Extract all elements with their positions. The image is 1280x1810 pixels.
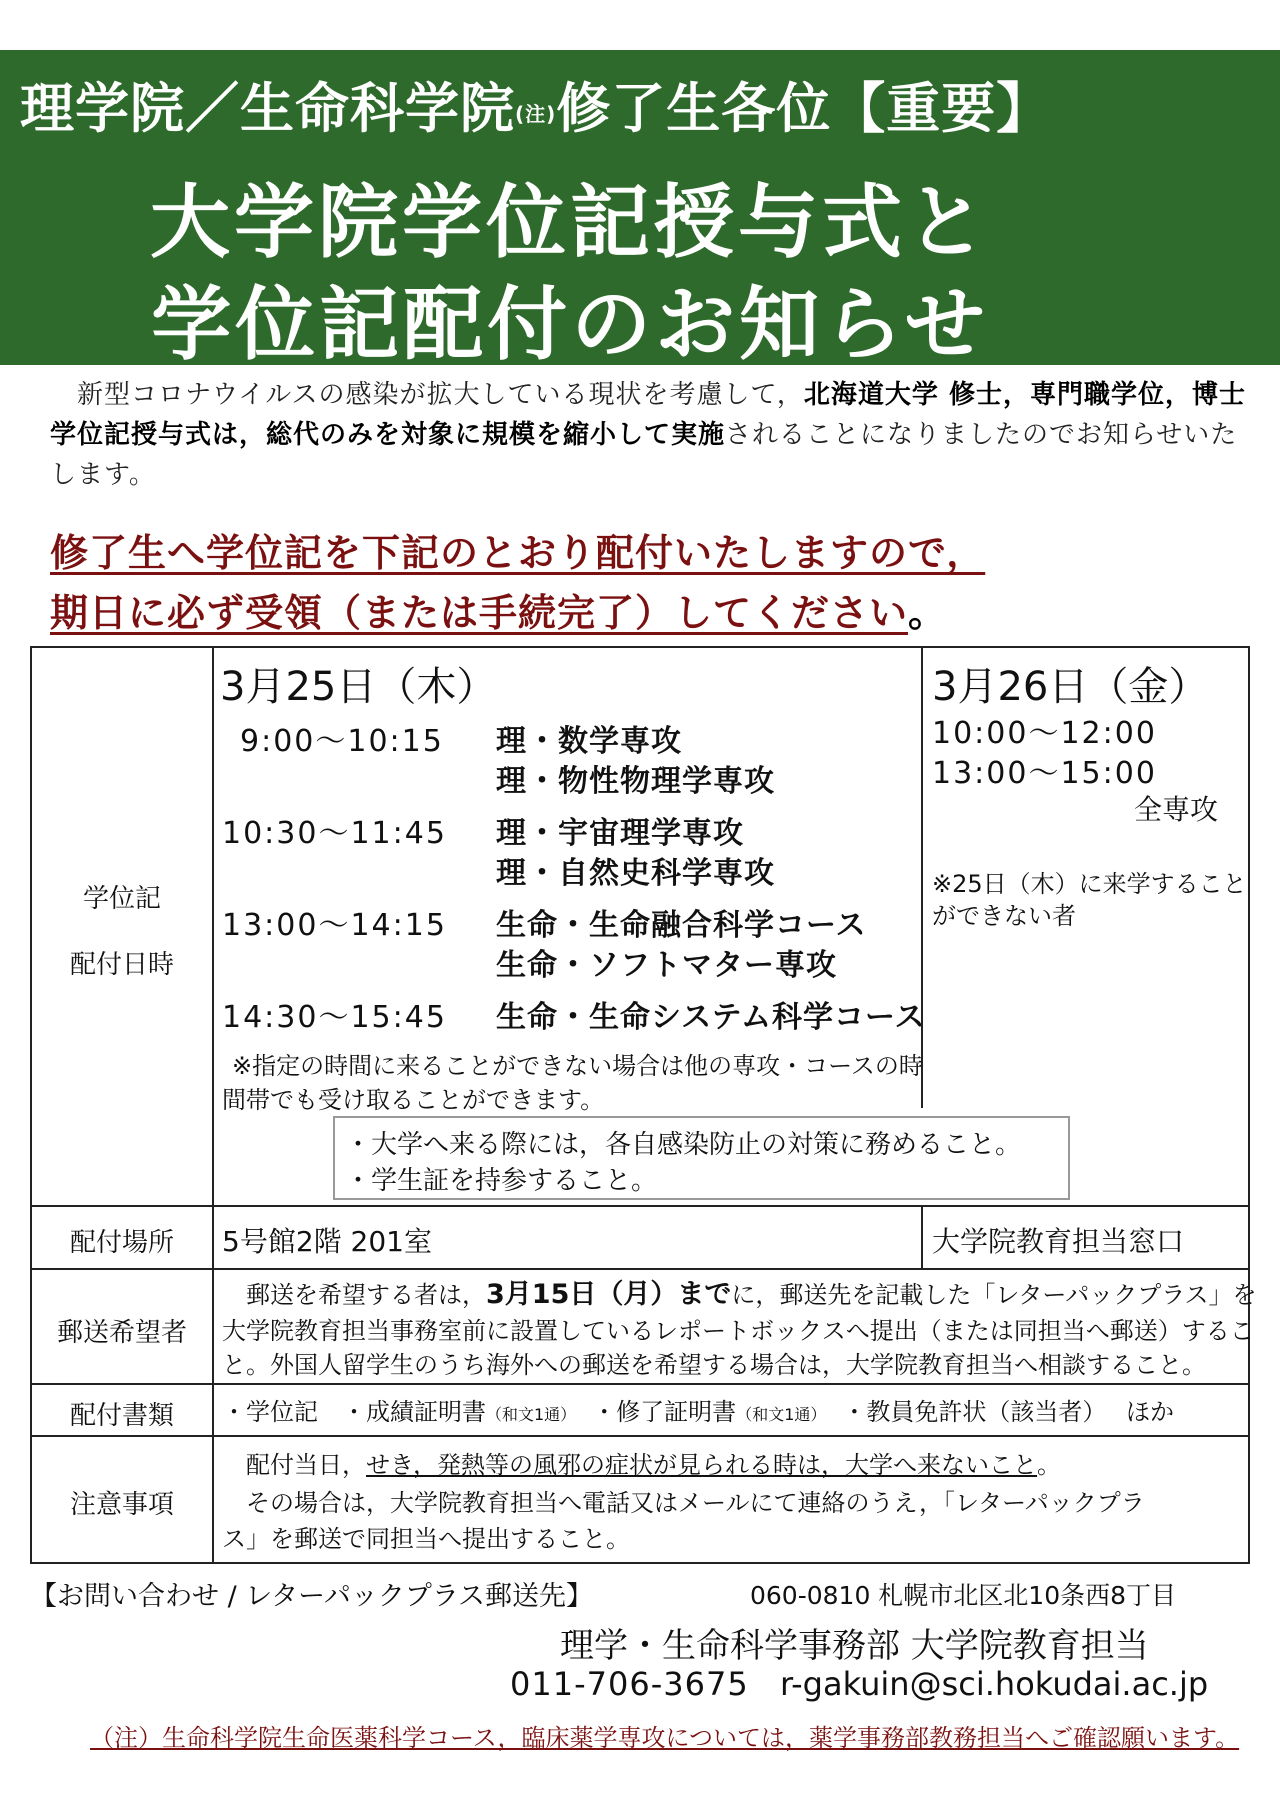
caution-line-3: ス」を郵送で同担当へ提出すること。 (222, 1525, 630, 1553)
header-line-2: 大学院学位記授与式と (150, 176, 990, 269)
contact-phone: 011-706-3675 (510, 1665, 749, 1703)
intro-text-bold: 北海道大学 修士，専門職学位，博士学位記授与式は，総代のみを対象に規模を縮小して実施 (50, 380, 1246, 450)
day1-date: 3月25日（木） (220, 664, 497, 710)
day2-time-2: 13:00〜15:00 (932, 756, 1157, 791)
label-date-1: 学位記 (82, 884, 161, 914)
day1-note-2: 間帯でも受け取ることができます。 (222, 1086, 605, 1114)
intro-text-1: 新型コロナウイルスの感染が拡大している現状を考慮して， (50, 380, 804, 410)
day2-note-2: ができない者 (932, 902, 1076, 930)
mail-deadline: 3月15日（月）まで (486, 1279, 732, 1310)
mail-line-2: 大学院教育担当事務室前に設置しているレポートボックスへ提出（または同担当へ郵送）するこ (222, 1317, 1254, 1345)
slot-3-dept-1: 生命・生命融合科学コース (496, 908, 867, 943)
slot-2-dept-2: 理・自然史科学専攻 (496, 856, 775, 891)
slot-3-dept-2: 生命・ソフトマター専攻 (496, 948, 837, 983)
docs-line: ・学位記 ・成績証明書（和文1通） ・修了証明書（和文1通） ・教員免許状（該当者） ほか (222, 1398, 1175, 1426)
mail-line-3: と。外国人留学生のうち海外への郵送を希望する場合は，大学院教育担当へ相談すること。 (222, 1351, 1206, 1379)
label-caution: 注意事項 (69, 1490, 174, 1520)
header-line-3: 学位記配付のお知らせ (151, 278, 989, 371)
header-banner (0, 50, 1280, 371)
slot-2-time: 10:30〜11:45 (222, 816, 447, 851)
contact-address: 060-0810 札幌市北区北10条西8丁目 (750, 1581, 1177, 1610)
notice-line-2: 期日に必ず受領（または手続完了）してください。 (50, 591, 948, 635)
slot-1-dept-2: 理・物性物理学専攻 (496, 764, 775, 799)
slot-4-dept-1: 生命・生命システム科学コース (496, 1000, 926, 1035)
label-place: 配付場所 (69, 1228, 174, 1258)
slot-4-time: 14:30〜15:45 (222, 1000, 447, 1035)
place-value-2: 大学院教育担当窓口 (932, 1225, 1185, 1258)
day2-scope: 全専攻 (1134, 793, 1219, 826)
mail-line-1: 郵送を希望する者は，3月15日（月）までに，郵送先を記載した「レターパックプラス」を (222, 1279, 1257, 1310)
notice-line-1: 修了生へ学位記を下記のとおり配付いたしますので， (50, 531, 986, 575)
contact-label: 【お問い合わせ / レターパックプラス郵送先】 (30, 1581, 594, 1612)
intro-paragraph (50, 375, 1260, 495)
header-title-a: 理学院／生命科学院 (20, 77, 515, 140)
caution-item-2: ・学生証を持参すること。 (345, 1166, 658, 1196)
place-value: 5号館2階 201室 (222, 1225, 432, 1258)
caution-line-1: 配付当日，せき，発熱等の風邪の症状が見られる時は，大学へ来ないこと。 (222, 1451, 1062, 1479)
slot-1-dept-1: 理・数学専攻 (496, 724, 682, 759)
slot-3-time: 13:00〜14:15 (222, 908, 447, 943)
caution-line-2: その場合は，大学院教育担当へ電話又はメールにて連絡のうえ，「レターパックプラ (222, 1489, 1145, 1517)
contact-email[interactable]: r-gakuin@sci.hokudai.ac.jp (780, 1665, 1209, 1703)
contact-office: 理学・生命科学事務部 大学院教育担当 (560, 1626, 1149, 1666)
day1-note-1: ※指定の時間に来ることができない場合は他の専攻・コースの時 (232, 1052, 923, 1080)
footnote: （注）生命科学院生命医薬科学コース，臨床薬学専攻については，薬学事務部教務担当へご確認願います。 (90, 1724, 1240, 1752)
intro-text-2: されることになりましたのでお知らせいたします。 (50, 420, 1238, 490)
caution-item-1: ・大学へ来る際には，各自感染防止の対策に務めること。 (345, 1130, 1022, 1160)
day2-time-1: 10:00〜12:00 (932, 716, 1157, 751)
day2-date: 3月26日（金） (932, 664, 1209, 710)
label-mail: 郵送希望者 (56, 1318, 187, 1348)
header-title-b: 修了生各位【重要】 (556, 77, 1052, 140)
slot-2-dept-1: 理・宇宙理学専攻 (496, 816, 744, 851)
header-line-1 (20, 66, 1051, 143)
label-date-2: 配付日時 (69, 950, 174, 980)
label-docs: 配付書類 (69, 1401, 174, 1431)
day2-note-1: ※25日（木）に来学すること (932, 870, 1247, 898)
header-note-mark: (注) (515, 101, 557, 126)
slot-1-time: 9:00〜10:15 (240, 724, 444, 759)
